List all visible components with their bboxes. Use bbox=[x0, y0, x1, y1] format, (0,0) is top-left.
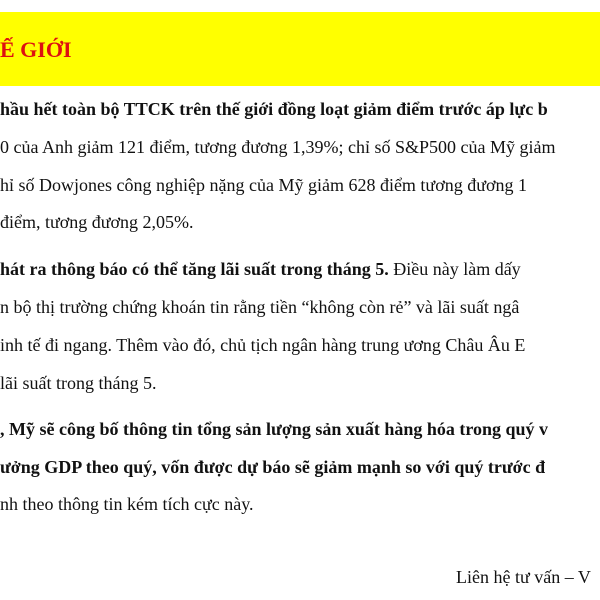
paragraph-1-line-2: 0 của Anh giảm 121 điểm, tương đương 1,39%; chỉ số S&P500 của Mỹ giảm bbox=[0, 137, 556, 157]
section-header-banner bbox=[0, 12, 600, 86]
paragraph-1-line-1: hầu hết toàn bộ TTCK trên thế giới đồng loạt giảm điểm trước áp lực b bbox=[0, 99, 548, 119]
paragraph-2-line-3: inh tế đi ngang. Thêm vào đó, chủ tịch ngân hàng trung ương Châu Âu E bbox=[0, 335, 526, 355]
paragraph-1-line-4: điểm, tương đương 2,05%. bbox=[0, 212, 194, 232]
paragraph-2-lead-rest: Điều này làm dấy bbox=[388, 259, 521, 279]
paragraph-3-line-1: , Mỹ sẽ công bố thông tin tổng sản lượng sản xuất hàng hóa trong quý v bbox=[0, 419, 549, 439]
paragraph-2-line-2: n bộ thị trường chứng khoán tin rằng tiền “không còn rẻ” và lãi suất ngâ bbox=[0, 297, 520, 317]
contact-footer: Liên hệ tư vấn – V bbox=[456, 567, 591, 587]
paragraph-3-line-3: nh theo thông tin kém tích cực này. bbox=[0, 494, 254, 514]
paragraph-3-line-2: ưởng GDP theo quý, vốn được dự báo sẽ giảm mạnh so với quý trước đ bbox=[0, 457, 546, 477]
paragraph-2-line-4: lãi suất trong tháng 5. bbox=[0, 373, 157, 393]
paragraph-2-line-1 bbox=[0, 258, 521, 280]
paragraph-1-line-3: hỉ số Dowjones công nghiệp nặng của Mỹ giảm 628 điểm tương đương 1 bbox=[0, 175, 527, 195]
paragraph-2-bold-lead: hát ra thông báo có thể tăng lãi suất trong tháng 5. bbox=[0, 259, 389, 279]
section-title: Ế GIỚI bbox=[0, 37, 72, 62]
